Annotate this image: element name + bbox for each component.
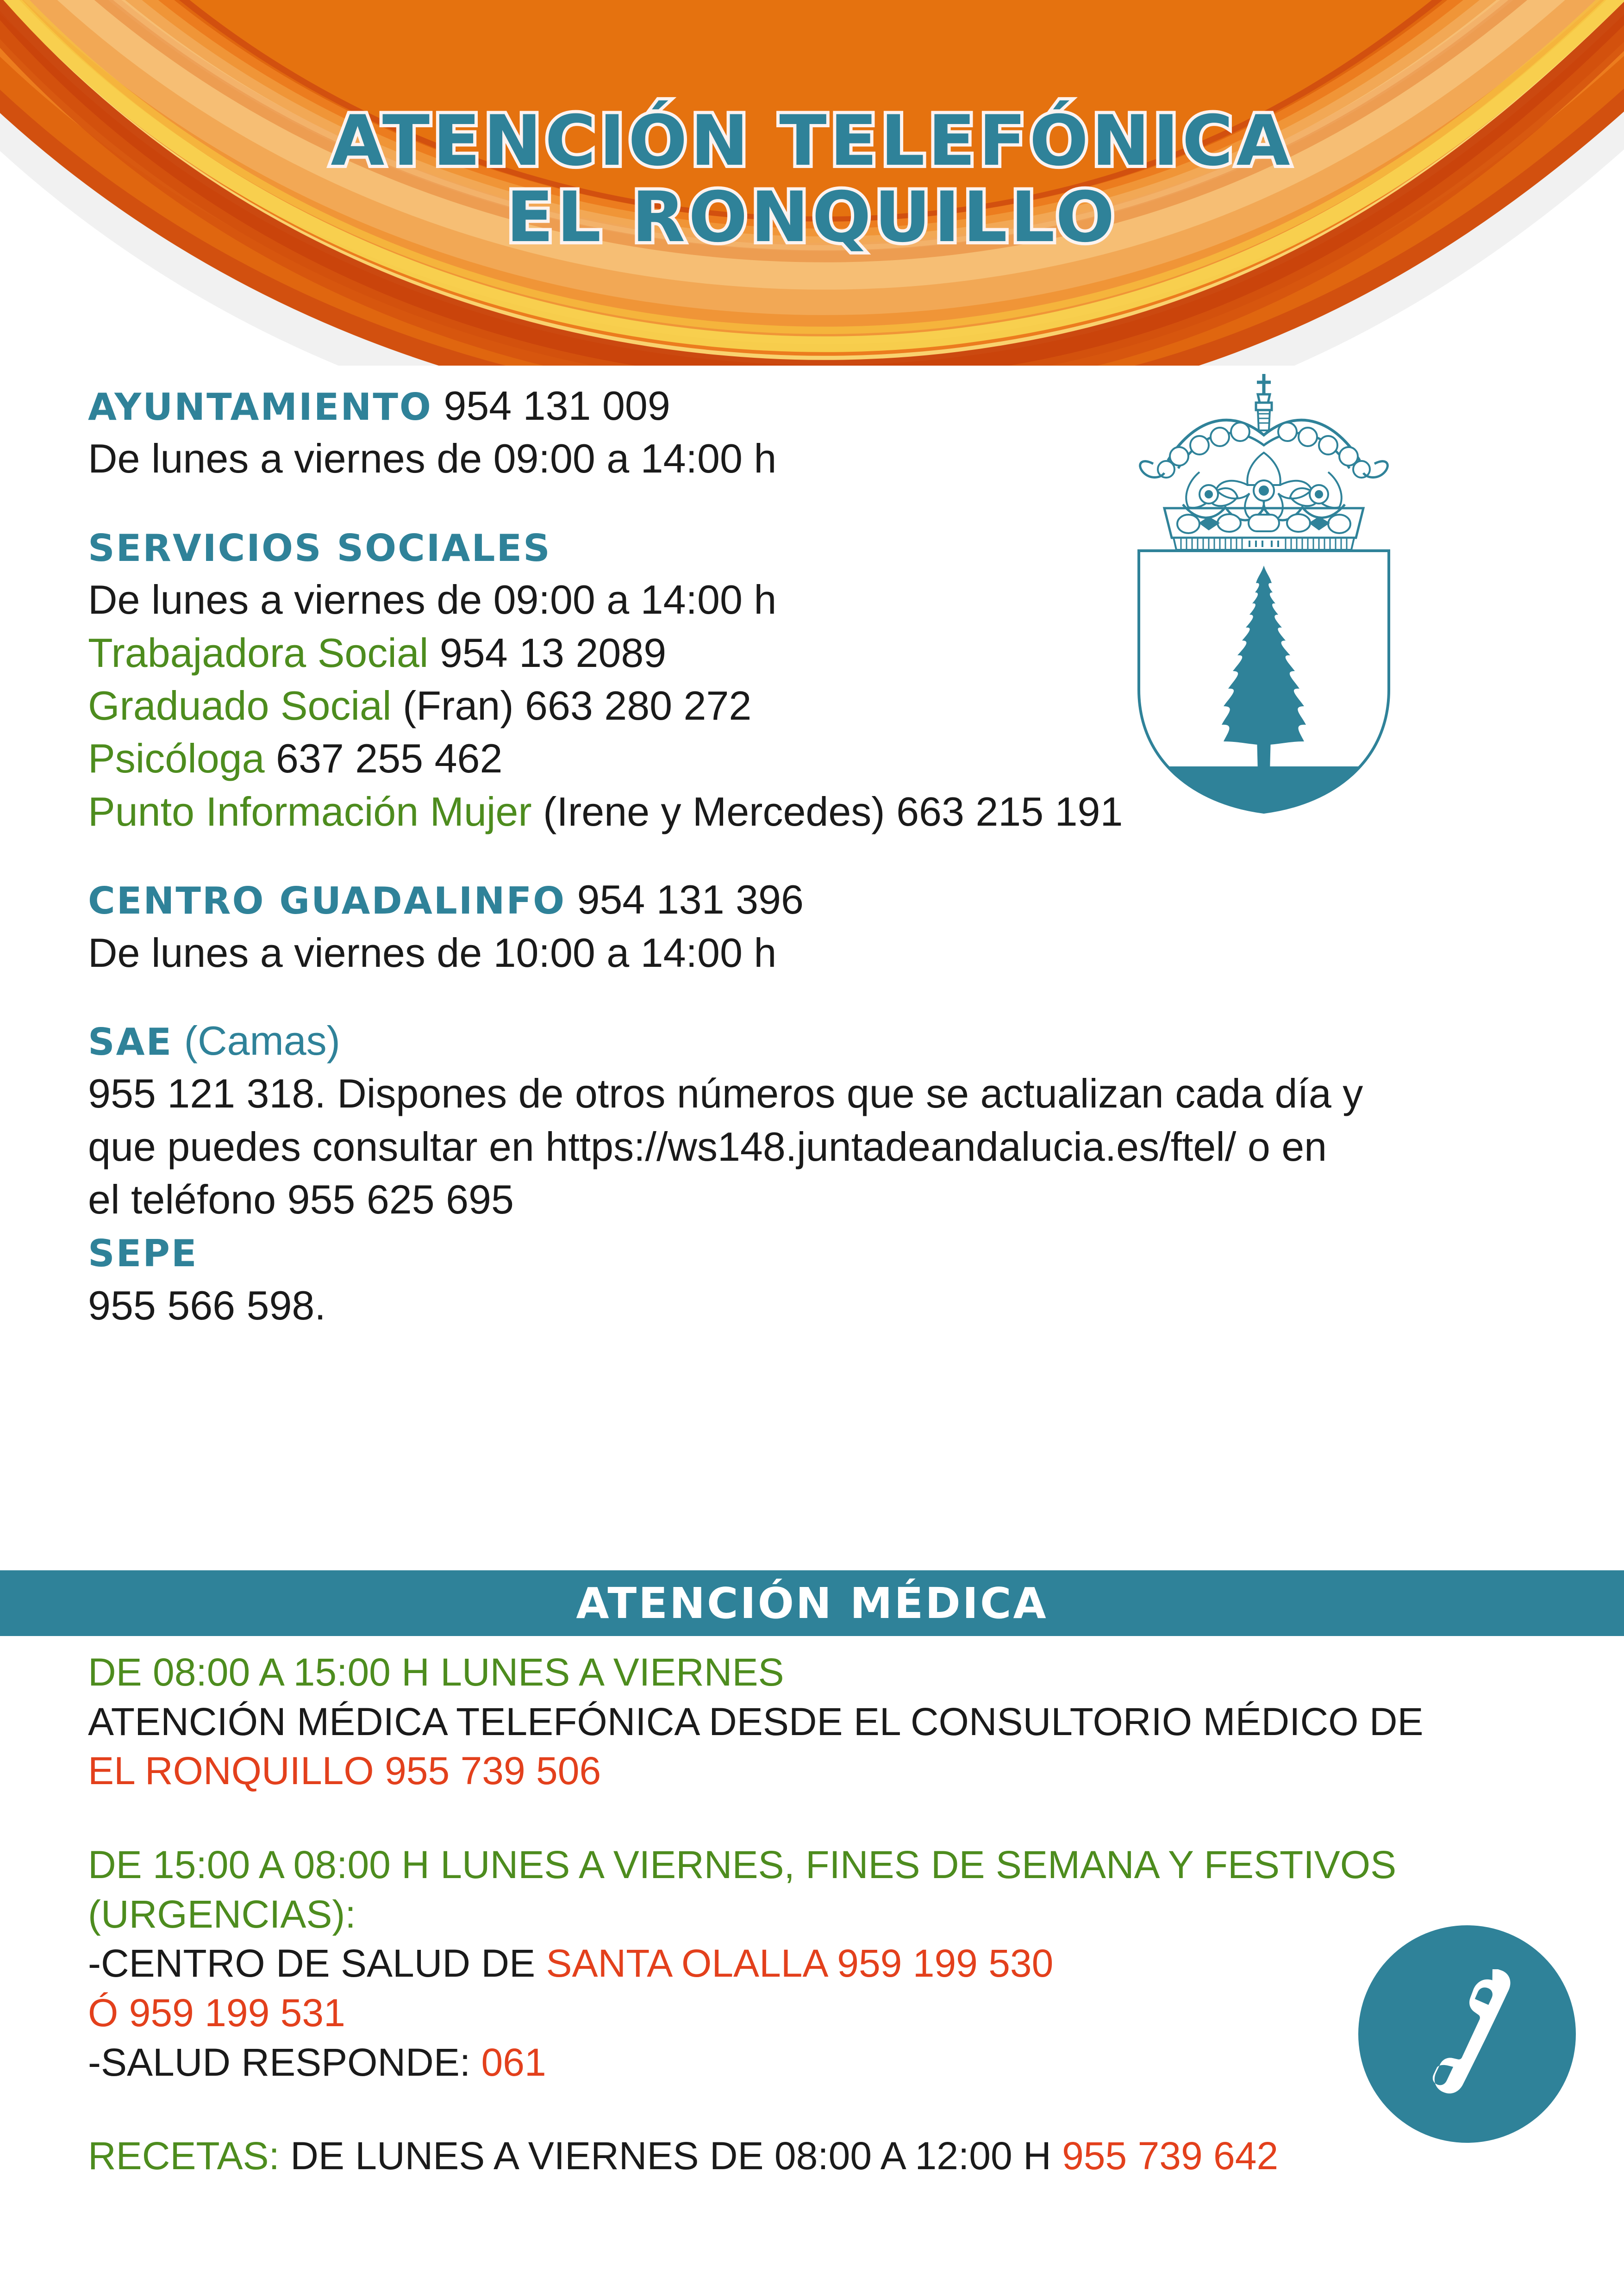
- section-ayuntamiento: [88, 380, 1555, 485]
- recetas-label: RECETAS:: [88, 2134, 280, 2178]
- spacer: [88, 838, 1555, 873]
- medical-recetas-row: [88, 2131, 1555, 2181]
- medical-centro-salud-row: [88, 1939, 1555, 1988]
- phone-handset-icon: [1358, 1925, 1576, 2143]
- recetas-phone[interactable]: 955 739 642: [1062, 2134, 1279, 2178]
- sepe-phone[interactable]: 955 566 598.: [88, 1282, 326, 1328]
- medical-daytime-place-phone[interactable]: EL RONQUILLO 955 739 506: [88, 1749, 601, 1793]
- medical-daytime-description: ATENCIÓN MÉDICA TELEFÓNICA DESDE EL CONSULTORIO MÉDICO DE: [88, 1699, 1424, 1743]
- staff-row-trabajadora-social: [88, 627, 1555, 679]
- servicios-sociales-heading-row: [88, 521, 1555, 573]
- sae-heading: SAE: [88, 1020, 173, 1064]
- medical-centro-prefix: -CENTRO DE SALUD DE: [88, 1941, 546, 1985]
- staff-detail: (Irene y Mercedes): [543, 788, 885, 834]
- staff-phone[interactable]: 663 215 191: [896, 788, 1123, 834]
- guadalinfo-heading: CENTRO GUADALINFO: [88, 879, 566, 923]
- servicios-sociales-heading: SERVICIOS SOCIALES: [88, 526, 551, 570]
- staff-role: Graduado Social: [88, 682, 392, 728]
- atencion-medica-band: [0, 1570, 1624, 1636]
- section-sepe: [88, 1226, 1555, 1332]
- poster-title-line-2: EL RONQUILLO: [506, 177, 1118, 258]
- sepe-heading: SEPE: [88, 1232, 198, 1276]
- sae-heading-row: [88, 1014, 1555, 1067]
- medical-salud-responde-value[interactable]: 061: [481, 2040, 546, 2084]
- section-servicios-sociales: [88, 521, 1555, 838]
- banner-swoosh-graphic: [0, 0, 1624, 380]
- ayuntamiento-hours: De lunes a viernes de 09:00 a 14:00 h: [88, 436, 777, 482]
- sae-location: (Camas): [184, 1017, 340, 1064]
- recetas-text: DE LUNES A VIERNES DE 08:00 A 12:00 H: [279, 2134, 1062, 2178]
- ayuntamiento-heading-row: [88, 380, 1555, 432]
- sae-body-line-1: 955 121 318. Dispones de otros números que se actualizan cada día y: [88, 1070, 1363, 1117]
- contact-content: [0, 380, 1624, 1332]
- section-guadalinfo: [88, 873, 1555, 979]
- spacer: [88, 1796, 1555, 1840]
- staff-role: Trabajadora Social: [88, 629, 429, 676]
- phone-handset-glyph: [1402, 1969, 1532, 2099]
- poster-title-line-1: ATENCIÓN TELEFÓNICA: [331, 101, 1293, 181]
- section-sae: [88, 1014, 1555, 1226]
- staff-role: Psicóloga: [88, 735, 265, 782]
- medical-salud-responde-row: [88, 2038, 1555, 2087]
- guadalinfo-phone[interactable]: 954 131 396: [577, 877, 804, 923]
- spacer: [88, 979, 1555, 1014]
- sepe-heading-row: [88, 1226, 1555, 1279]
- guadalinfo-hours: De lunes a viernes de 10:00 a 14:00 h: [88, 929, 777, 976]
- staff-detail: (Fran): [402, 682, 514, 728]
- guadalinfo-heading-row: [88, 873, 1555, 926]
- spacer: [88, 2087, 1555, 2131]
- sae-body-line-3: el teléfono 955 625 695: [88, 1176, 514, 1223]
- staff-phone[interactable]: 954 13 2089: [439, 629, 667, 676]
- staff-row-punto-informacion-mujer: [88, 785, 1555, 838]
- staff-role: Punto Información Mujer: [88, 788, 532, 834]
- medical-night-hours: DE 15:00 A 08:00 H LUNES A VIERNES, FINES DE SEMANA Y FESTIVOS: [88, 1843, 1397, 1887]
- staff-phone[interactable]: 637 255 462: [276, 735, 503, 782]
- staff-phone[interactable]: 663 280 272: [525, 682, 752, 728]
- ayuntamiento-phone[interactable]: 954 131 009: [443, 383, 670, 429]
- header-banner: [0, 0, 1624, 380]
- medical-salud-responde-prefix: -SALUD RESPONDE:: [88, 2040, 481, 2084]
- sae-body-line-2: que puedes consultar en https://ws148.juntadeandalucia.es/ftel/ o en: [88, 1123, 1327, 1170]
- medical-daytime-hours: DE 08:00 A 15:00 H LUNES A VIERNES: [88, 1650, 784, 1694]
- servicios-sociales-hours: De lunes a viernes de 09:00 a 14:00 h: [88, 577, 777, 623]
- spacer: [88, 485, 1555, 521]
- ayuntamiento-heading: AYUNTAMIENTO: [88, 386, 432, 429]
- medical-centro-alt-phone[interactable]: Ó 959 199 531: [88, 1991, 345, 2035]
- medical-night-label: (URGENCIAS):: [88, 1892, 356, 1936]
- medical-content: [0, 1648, 1624, 2181]
- medical-centro-value[interactable]: SANTA OLALLA 959 199 530: [546, 1941, 1054, 1985]
- atencion-medica-title: ATENCIÓN MÉDICA: [576, 1578, 1048, 1628]
- staff-row-psicologa: [88, 732, 1555, 785]
- staff-row-graduado-social: [88, 679, 1555, 732]
